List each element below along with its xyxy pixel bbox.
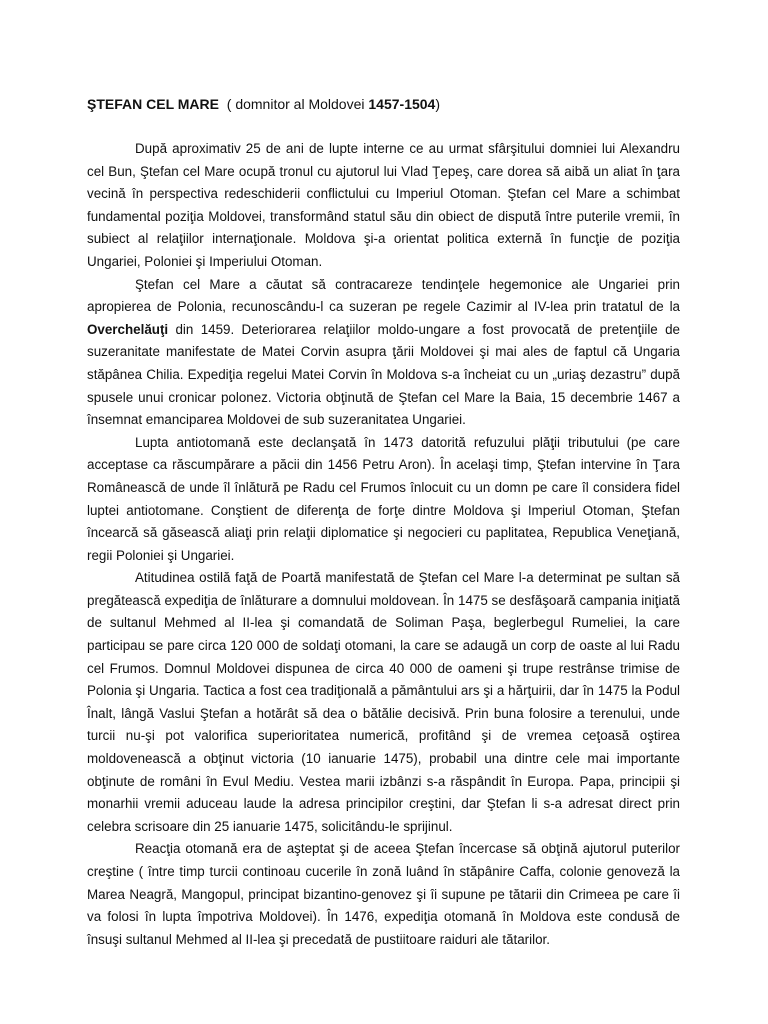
paragraph-2-before: Ştefan cel Mare a căutat să contracareze tendinţele hegemonice ale Ungariei prin apropierea de Polonia, recunoscându-l ca suzeran pe regele Cazimir al IV-lea prin tratatul de la xyxy=(87,276,680,315)
paragraph-2-after: din 1459. Deteriorarea relaţiilor moldo-ungare a fost provocată de pretenţiile de suzeranitate manifestate de Matei Corvin asupra ţării Moldovei şi mai ales de faptul că Ungaria stăpânea Chilia. Expediţia regelui Matei Corvin în Moldova s-a încheiat cu un „uriaş dezastru” după spusele unui cronicar polonez. Victoria obţinută de Ştefan cel Mare la Baia, 15 decembrie 1467 a însemnat emanciparea Moldovei de sub suzeranitatea Ungariei. xyxy=(87,321,680,428)
title-years: 1457-1504 xyxy=(368,96,436,112)
paragraph-1: După aproximativ 25 de ani de lupte interne ce au urmat sfârşitului domniei lui Alexandru cel Bun, Ştefan cel Mare ocupă tronul cu ajutorul lui Vlad Ţepeş, care dorea să aibă un aliat în ţara vecină în perspectiva redeschiderii conflictului cu Imperiul Otoman. Ştefan cel Mare a schimbat fundamental poziţia Moldovei, transformând statul său din obiect de dispută între puterile vremii, în subiect al relaţiilor internaţionale. Moldova şi-a orientat politica externă în funcţie de poziţia Ungariei, Poloniei şi Imperiului Otoman. xyxy=(87,141,680,269)
paragraph-2-bold-term: Overchelăuţi xyxy=(87,321,169,337)
paragraph-4: Atitudinea ostilă faţă de Poartă manifestată de Ştefan cel Mare l-a determinat pe sultan să pregătească expediţia de înlăturare a domnului moldovean. În 1475 se desfăşoară campania iniţiată de sultanul Mehmed al II-lea şi comandată de Soliman Paşa, beglerbegul Rumeliei, la care participau se pare circa 120 000 de soldaţi otomani, la care se adaugă un corp de oaste al lui Radu cel Frumos. Domnul Moldovei dispunea de circa 40 000 de oameni şi trupe restrânse trimise de Polonia şi Ungaria. Tactica a fost cea tradiţională a pământului ars şi a hărţuirii, dar în 1475 la Podul Înalt, lângă Vaslui Ştefan a hotărât să dea o bătălie decisivă. Prin buna folosire a terenului, unde turcii nu-şi pot valorifica superioritatea numerică, profitând şi de vremea ceţoasă oştirea moldovenească a obţinut victoria (10 ianuarie 1475), probabil una dintre cele mai importante obţinute de români în Evul Mediu. Vestea marii izbânzi s-a răspândit în Europa. Papa, principii şi monarhii vremii aduceau laude la adresa principilor creştini, dar Ştefan li s-a adresat direct prin celebra scrisoare din 25 ianuarie 1475, solicitându-le sprijinul. xyxy=(87,570,680,834)
paragraph-2 xyxy=(87,274,680,432)
title-subtitle-open: ( domnitor al Moldovei xyxy=(226,96,369,112)
title-name: ŞTEFAN CEL MARE xyxy=(87,96,219,112)
title-subtitle-close: ) xyxy=(435,96,441,112)
document-title xyxy=(87,94,680,114)
paragraph-5: Reacţia otomană era de aşteptat şi de aceea Ştefan încercase să obţină ajutorul puterilor creştine ( între timp turcii continoau cucerile în zonă luând în stăpânire Caffa, colonie genoveză la Marea Neagră, Mangopul, principat bizantino-genovez şi îi supune pe tătarii din Crimeea pe care îi va folosi în lupta împotriva Moldovei). În 1476, expediţia otomană în Moldova este condusă de însuşi sultanul Mehmed al II-lea şi precedată de pustiitoare raiduri ale tătarilor. xyxy=(87,841,680,947)
paragraph-3: Lupta antiotomană este declanşată în 1473 datorită refuzului plăţii tributului (pe care acceptase ca răscumpărare a păcii din 1456 Petru Aron). În acelaşi timp, Ştefan intervine în Ţara Românească de unde îl înlătură pe Radu cel Frumos înlocuit cu un domn pe care îl considera fidel luptei antiotomane. Conştient de diferenţa de forţe dintre Moldova şi Imperiul Otoman, Ştefan încearcă să găsească aliaţi prin relaţii diplomatice şi negocieri cu paplitatea, Republica Veneţiană, regii Poloniei şi Ungariei. xyxy=(87,434,680,563)
